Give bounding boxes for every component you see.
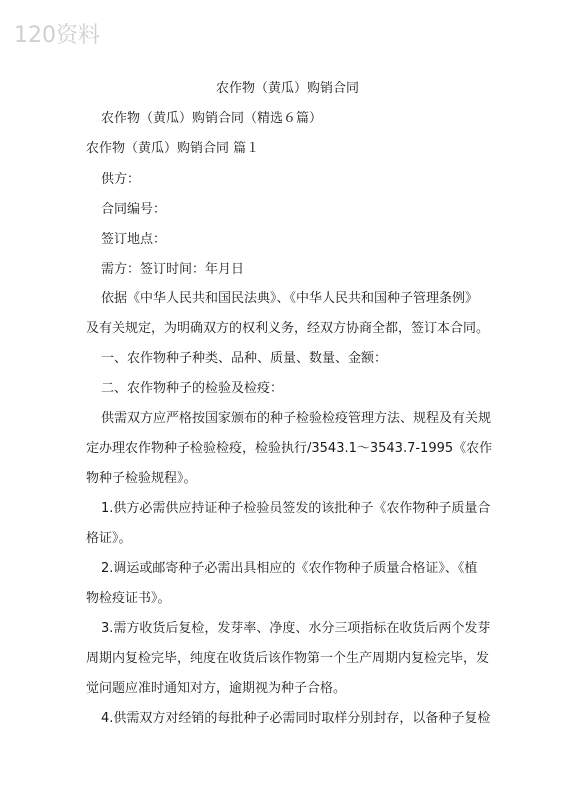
paragraph-clause-2	[86, 554, 486, 614]
paragraph-item-one	[86, 344, 486, 374]
contract-number-field: 合同编号：	[101, 202, 167, 217]
document-subtitle: 农作物（黄瓜）购销合同（精选６篇）	[101, 111, 323, 126]
paragraph-line: 物种子检验规程》。	[86, 471, 197, 486]
paragraph-line: 依据《中华人民共和国民法典》、《中华人民共和国种子管理条例》	[101, 291, 479, 306]
supplier-field: 供方：	[101, 172, 141, 187]
paragraph-basis	[86, 284, 490, 344]
paragraph-line: 2.调运或邮寄种子必需出具相应的《农作物种子质量合格证》、《植	[101, 561, 478, 576]
paragraph-item-two	[86, 374, 486, 404]
paragraph-line: 物检疫证书》。	[86, 591, 171, 606]
paragraph-line: 一、农作物种子种类、品种、质量、数量、金额：	[101, 351, 388, 366]
paragraph-inspection	[86, 404, 493, 494]
paragraph-line: 供需双方应严格按国家颁布的种子检验检疫管理方法、规程及有关规	[101, 411, 492, 426]
paragraph-line: 周期内复检完毕，纯度在收货后该作物第一个生产周期内复检完毕，发	[86, 651, 490, 666]
paragraph-clause-4	[86, 704, 491, 734]
paragraph-clause-1	[86, 494, 491, 554]
paragraph-line: 二、农作物种子的检验及检疫：	[101, 381, 284, 396]
paragraph-line: 觉问题应准时通知对方，逾期视为种子合格。	[86, 681, 347, 696]
sign-place-field: 签订地点：	[101, 232, 167, 247]
watermark: 120资料	[14, 23, 100, 48]
paragraph-line: 及有关规定，为明确双方的权利义务，经双方协商全都，签订本合同。	[86, 321, 490, 336]
paragraph-clause-3	[86, 614, 491, 704]
buyer-sign-time-field: 需方：签订时间：年月日	[101, 262, 245, 277]
paragraph-line: 格证》。	[86, 531, 132, 546]
section-heading: 农作物（黄瓜）购销合同 篇１	[86, 141, 260, 156]
paragraph-line: 定办理农作物种子检验检疫，检验执行/3543.1～3543.7-1995《农作	[86, 441, 493, 456]
paragraph-line: 3.需方收货后复检，发芽率、净度、水分三项指标在收货后两个发芽	[101, 621, 491, 636]
paragraph-line: 4.供需双方对经销的每批种子必需同时取样分别封存，以备种子复检	[101, 711, 491, 726]
document-title: 农作物（黄瓜）购销合同	[216, 81, 360, 96]
paragraph-line: 1.供方必需供应持证种子检验员签发的该批种子《农作物种子质量合	[101, 501, 491, 516]
